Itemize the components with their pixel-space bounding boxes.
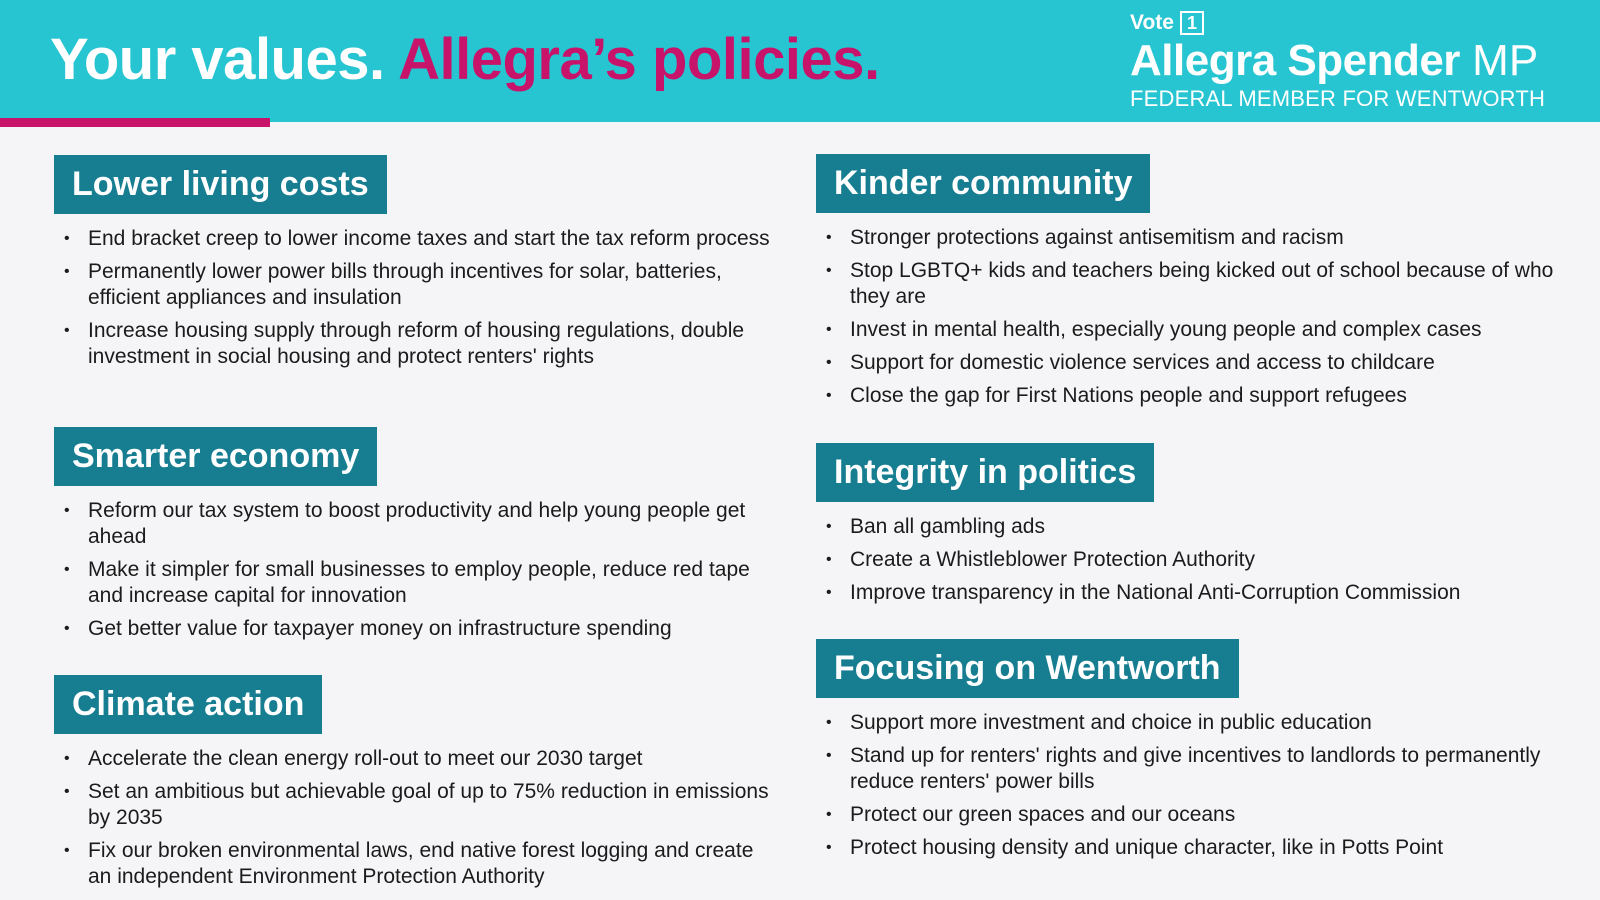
- accent-line: [0, 118, 270, 127]
- section-living-costs: [54, 155, 774, 377]
- policy-list: [816, 710, 1576, 861]
- policy-item: • Ban all gambling ads: [816, 514, 1576, 540]
- policy-item: • Create a Whistleblower Protection Authority: [816, 547, 1576, 573]
- section-wentworth: [816, 639, 1576, 868]
- policy-item: • Support more investment and choice in public education: [816, 710, 1576, 736]
- policy-item: • Invest in mental health, especially young people and complex cases: [816, 317, 1576, 343]
- candidate-name-text: Allegra Spender: [1130, 36, 1460, 85]
- policy-item: • End bracket creep to lower income taxes and start the tax reform process: [54, 226, 774, 252]
- candidate-electorate: FEDERAL MEMBER FOR WENTWORTH: [1130, 86, 1546, 111]
- section-title: Smarter economy: [54, 427, 377, 486]
- candidate-name: [1130, 38, 1570, 84]
- policy-list: [816, 225, 1576, 409]
- section-title: Focusing on Wentworth: [816, 639, 1239, 698]
- vote-label: Vote: [1130, 11, 1174, 34]
- policy-list: [54, 226, 774, 370]
- policy-item: • Close the gap for First Nations people and support refugees: [816, 383, 1576, 409]
- policy-item: • Stronger protections against antisemitism and racism: [816, 225, 1576, 251]
- page-headline: [50, 24, 880, 96]
- section-title: Lower living costs: [54, 155, 387, 214]
- headline-policies: Allegra’s policies.: [398, 27, 880, 92]
- policy-item: • Improve transparency in the National Anti-Corruption Commission: [816, 580, 1576, 606]
- vote-number-box: 1: [1180, 11, 1204, 35]
- policy-item: • Set an ambitious but achievable goal of up to 75% reduction in emissions by 2035: [54, 779, 774, 831]
- section-integrity: [816, 443, 1576, 613]
- policy-list: [54, 498, 774, 642]
- policy-list: [816, 514, 1576, 606]
- policy-list: [54, 746, 774, 890]
- section-title: Integrity in politics: [816, 443, 1154, 502]
- section-title: Climate action: [54, 675, 322, 734]
- candidate-title: MP: [1472, 36, 1539, 85]
- section-title: Kinder community: [816, 154, 1150, 213]
- policy-item: • Make it simpler for small businesses to employ people, reduce red tape and increase capital for innovation: [54, 557, 774, 609]
- policy-item: • Support for domestic violence services and access to childcare: [816, 350, 1576, 376]
- policy-item: • Protect our green spaces and our oceans: [816, 802, 1576, 828]
- policy-item: • Accelerate the clean energy roll-out to meet our 2030 target: [54, 746, 774, 772]
- policy-item: • Reform our tax system to boost productivity and help young people get ahead: [54, 498, 774, 550]
- policy-item: • Protect housing density and unique character, like in Potts Point: [816, 835, 1576, 861]
- headline-values: Your values.: [50, 27, 385, 92]
- policy-item: • Fix our broken environmental laws, end native forest logging and create an independent Environment Protection Authority: [54, 838, 774, 890]
- policy-item: • Get better value for taxpayer money on infrastructure spending: [54, 616, 774, 642]
- policy-item: • Stop LGBTQ+ kids and teachers being kicked out of school because of who they are: [816, 258, 1576, 310]
- section-climate: [54, 675, 774, 897]
- policy-item: • Permanently lower power bills through incentives for solar, batteries, efficient appliances and insulation: [54, 259, 774, 311]
- policy-item: • Increase housing supply through reform of housing regulations, double investment in social housing and protect renters' rights: [54, 318, 774, 370]
- section-community: [816, 154, 1576, 416]
- vote-one-mark: [1130, 8, 1570, 38]
- section-economy: [54, 427, 774, 649]
- policy-item: • Stand up for renters' rights and give incentives to landlords to permanently reduce renters' power bills: [816, 743, 1576, 795]
- candidate-brand: [1130, 8, 1570, 112]
